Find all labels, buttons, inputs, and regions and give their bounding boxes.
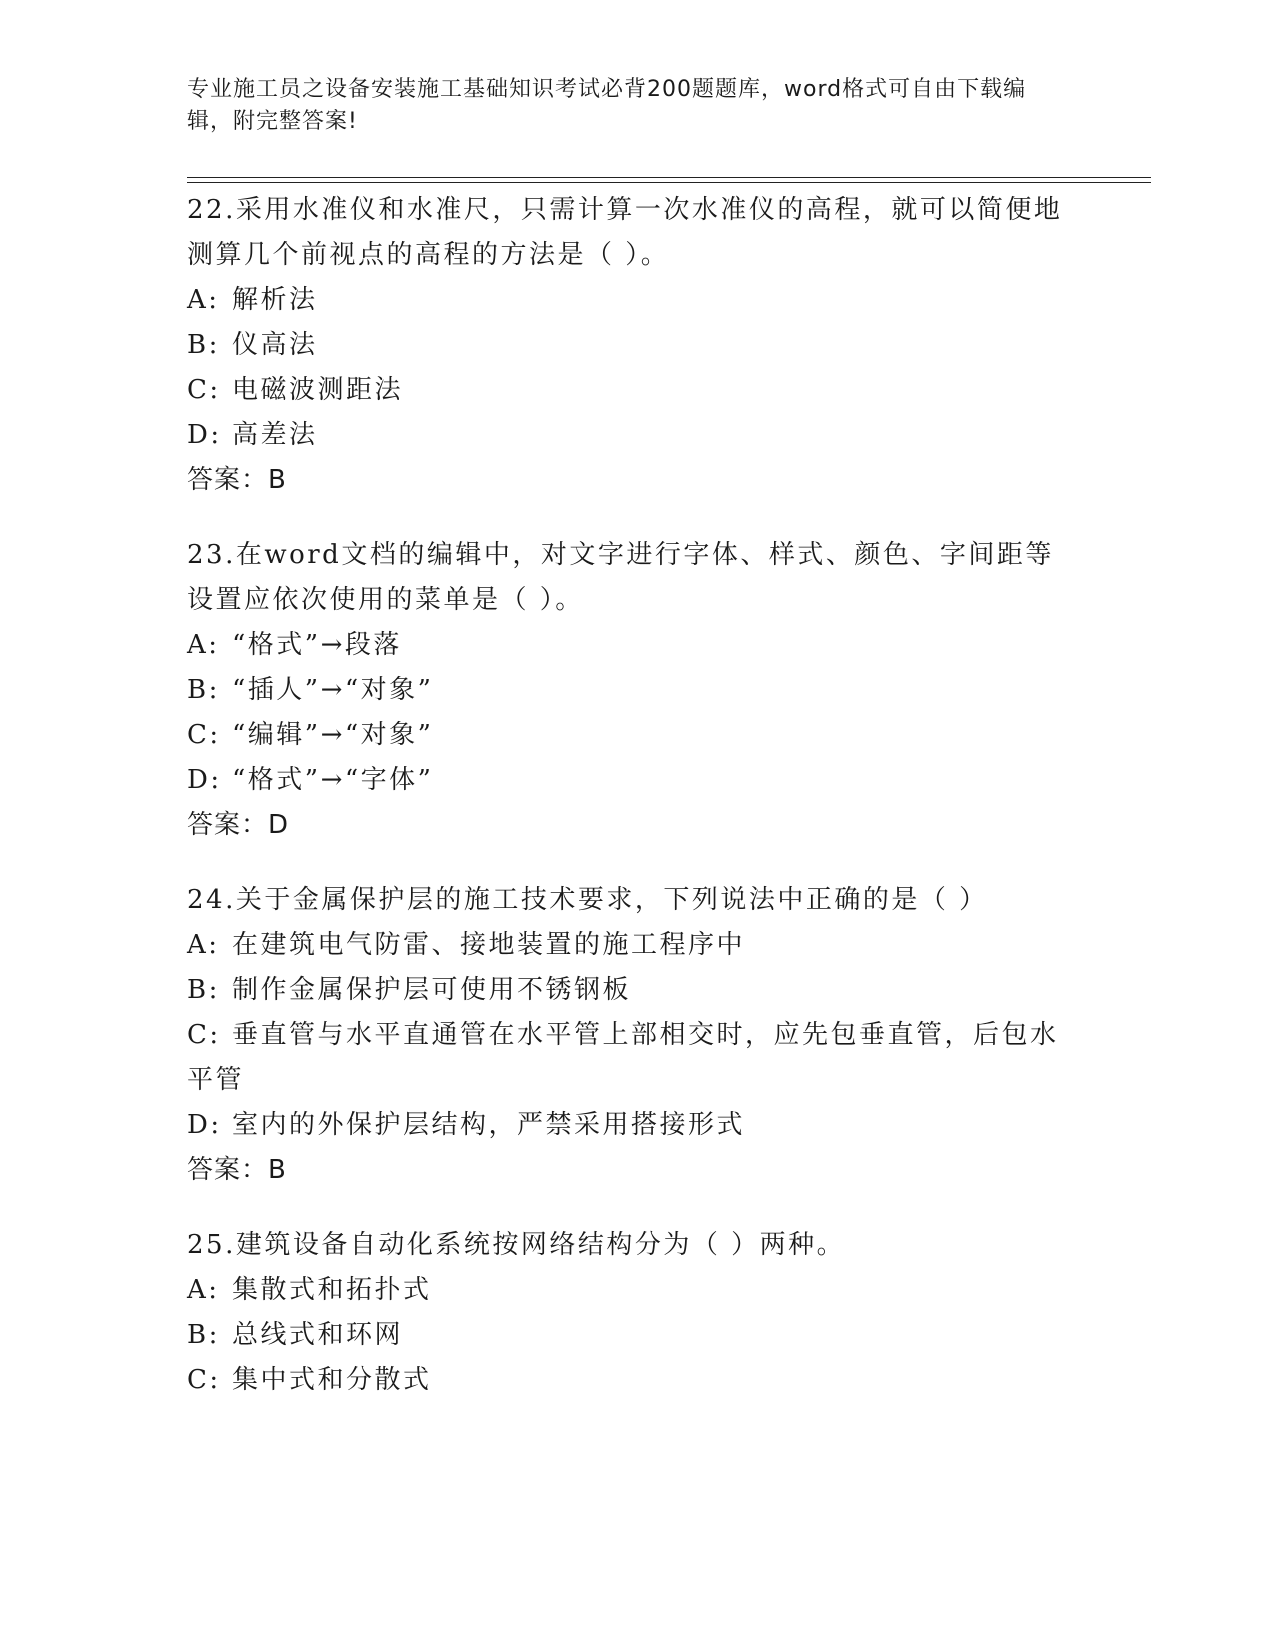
option-key: A: — [187, 630, 220, 660]
option-d — [187, 1103, 1077, 1148]
question-stem: 22.采用水准仪和水准尺，只需计算一次水准仪的高程，就可以简便地测算几个前视点的高程的方法是（ ）。 — [187, 195, 1063, 270]
option-text: 室内的外保护层结构，严禁采用搭接形式 — [232, 1110, 746, 1140]
option-key: A: — [187, 930, 220, 960]
option-text: 总线式和环网 — [232, 1320, 404, 1350]
option-key: C: — [187, 720, 221, 750]
option-text: 集散式和拓扑式 — [232, 1275, 432, 1305]
answer: 答案：B — [187, 1155, 287, 1185]
option-text: “编辑”→“对象” — [232, 720, 434, 750]
question-list — [187, 188, 1077, 1433]
document-header — [187, 74, 1067, 138]
option-key: D: — [187, 1110, 222, 1140]
option-text: 集中式和分散式 — [232, 1365, 432, 1395]
header-rule-top — [187, 177, 1151, 178]
option-key: B: — [187, 975, 220, 1005]
answer: 答案：B — [187, 465, 287, 495]
option-c — [187, 1358, 1077, 1403]
option-b — [187, 323, 1077, 368]
question-23 — [187, 533, 1077, 848]
option-a — [187, 623, 1077, 668]
option-key: D: — [187, 765, 222, 795]
question-24 — [187, 878, 1077, 1193]
option-d — [187, 758, 1077, 803]
option-key: D: — [187, 420, 222, 450]
option-text: 垂直管与水平直通管在水平管上部相交时，应先包垂直管，后包水平管 — [187, 1020, 1059, 1095]
option-a — [187, 278, 1077, 323]
option-text: 制作金属保护层可使用不锈钢板 — [232, 975, 632, 1005]
option-text: 高差法 — [232, 420, 318, 450]
option-c — [187, 713, 1077, 758]
option-b — [187, 1313, 1077, 1358]
option-text: “插人”→“对象” — [232, 675, 434, 705]
question-stem: 25.建筑设备自动化系统按网络结构分为（ ）两种。 — [187, 1230, 846, 1260]
option-key: C: — [187, 375, 221, 405]
header-title: 专业施工员之设备安装施工基础知识考试必背200题题库，word格式可自由下载编辑，附完整答案! — [187, 77, 1027, 134]
option-d — [187, 413, 1077, 458]
header-rule-bottom — [187, 182, 1151, 183]
option-key: B: — [187, 675, 220, 705]
option-a — [187, 923, 1077, 968]
option-a — [187, 1268, 1077, 1313]
option-text: 电磁波测距法 — [232, 375, 404, 405]
option-key: A: — [187, 1275, 220, 1305]
option-key: C: — [187, 1365, 221, 1395]
option-key: A: — [187, 285, 220, 315]
option-key: B: — [187, 330, 220, 360]
answer: 答案：D — [187, 810, 290, 840]
question-stem: 23.在word文档的编辑中，对文字进行字体、样式、颜色、字间距等设置应依次使用的菜单是（ ）。 — [187, 540, 1054, 615]
question-22 — [187, 188, 1077, 503]
question-stem: 24.关于金属保护层的施工技术要求，下列说法中正确的是（ ） — [187, 885, 988, 915]
option-b — [187, 968, 1077, 1013]
option-b — [187, 668, 1077, 713]
option-c — [187, 1013, 1077, 1103]
option-key: B: — [187, 1320, 220, 1350]
option-key: C: — [187, 1020, 221, 1050]
option-text: 仪高法 — [232, 330, 318, 360]
question-25 — [187, 1223, 1077, 1403]
option-text: “格式”→“字体” — [232, 765, 434, 795]
option-text: 解析法 — [232, 285, 318, 315]
option-text: “格式”→段落 — [232, 630, 402, 660]
option-c — [187, 368, 1077, 413]
option-text: 在建筑电气防雷、接地装置的施工程序中 — [232, 930, 746, 960]
